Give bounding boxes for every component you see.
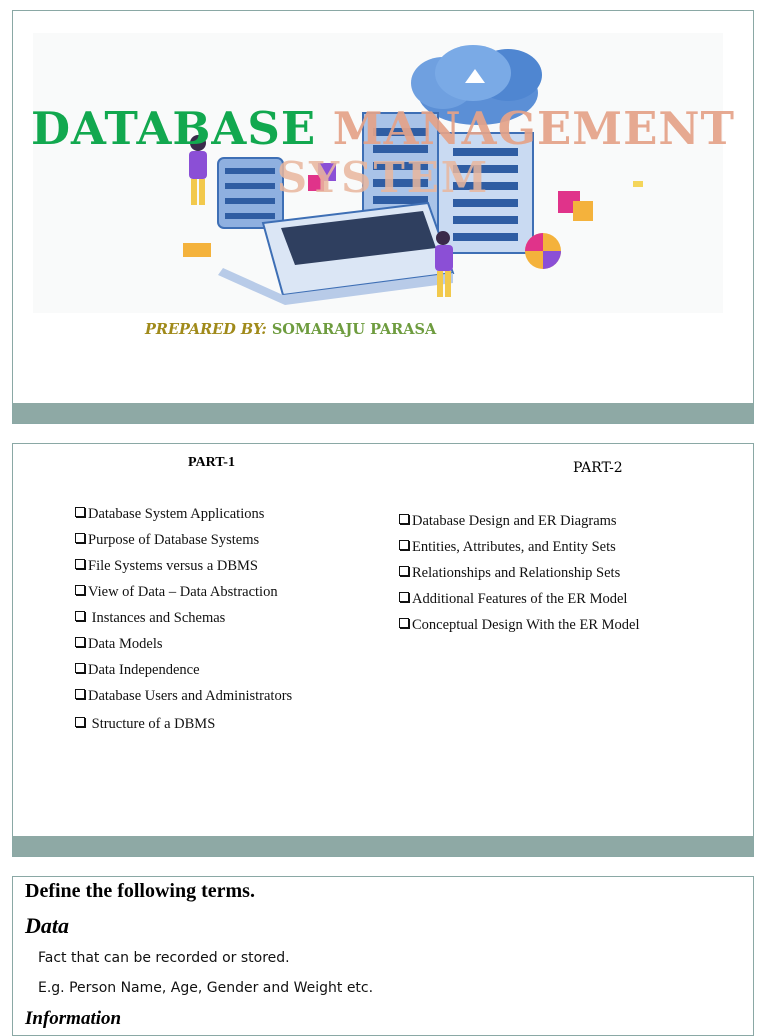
definitions-slide: [12, 876, 754, 1036]
checkbox-bullet-icon: [75, 611, 85, 621]
part1-topic-list: [75, 501, 292, 737]
list-item: Structure of a DBMS: [75, 711, 292, 737]
example-line: E.g. Person Name, Age, Gender and Weight etc.: [38, 980, 374, 996]
list-item: Entities, Attributes, and Entity Sets: [399, 534, 640, 560]
list-item: Instances and Schemas: [75, 605, 292, 631]
list-item: Database Design and ER Diagrams: [399, 508, 640, 534]
contents-slide: [12, 443, 754, 857]
checkbox-bullet-icon: [75, 533, 85, 543]
term-data: Data: [25, 913, 69, 938]
author-name: SOMARAJU PARASA: [271, 321, 437, 338]
title-word-database: DATABASE: [30, 102, 317, 155]
slide-footer-bar: [13, 403, 753, 423]
title-word-system: SYSTEM: [276, 153, 490, 202]
list-item: Conceptual Design With the ER Model: [399, 612, 640, 638]
checkbox-bullet-icon: [75, 559, 85, 569]
part2-topic-list: [399, 508, 640, 638]
checkbox-bullet-icon: [75, 717, 85, 727]
list-item: Data Models: [75, 631, 292, 657]
checkbox-bullet-icon: [75, 663, 85, 673]
list-item: Data Independence: [75, 657, 292, 683]
checkbox-bullet-icon: [399, 566, 409, 576]
list-item: View of Data – Data Abstraction: [75, 579, 292, 605]
checkbox-bullet-icon: [399, 514, 409, 524]
part2-heading: PART-2: [573, 460, 623, 476]
list-item: Database Users and Administrators: [75, 683, 292, 709]
list-item: Purpose of Database Systems: [75, 527, 292, 553]
list-item: File Systems versus a DBMS: [75, 553, 292, 579]
title-slide: [12, 10, 754, 424]
checkbox-bullet-icon: [75, 637, 85, 647]
list-item: Additional Features of the ER Model: [399, 586, 640, 612]
author-line: [145, 321, 436, 338]
list-item: Database System Applications: [75, 501, 292, 527]
checkbox-bullet-icon: [399, 618, 409, 628]
definition-line: Fact that can be recorded or stored.: [38, 950, 290, 966]
page-title: [13, 103, 753, 201]
title-word-management: MANAGEMENT: [332, 102, 736, 155]
checkbox-bullet-icon: [399, 592, 409, 602]
part1-heading: PART-1: [188, 455, 235, 470]
slide-heading: Define the following terms.: [25, 880, 255, 902]
checkbox-bullet-icon: [399, 540, 409, 550]
checkbox-bullet-icon: [75, 689, 85, 699]
prepared-label: PREPARED BY:: [145, 321, 267, 338]
checkbox-bullet-icon: [75, 585, 85, 595]
slide-footer-bar: [13, 836, 753, 856]
term-information: Information: [25, 1008, 122, 1029]
checkbox-bullet-icon: [75, 507, 85, 517]
list-item: Relationships and Relationship Sets: [399, 560, 640, 586]
